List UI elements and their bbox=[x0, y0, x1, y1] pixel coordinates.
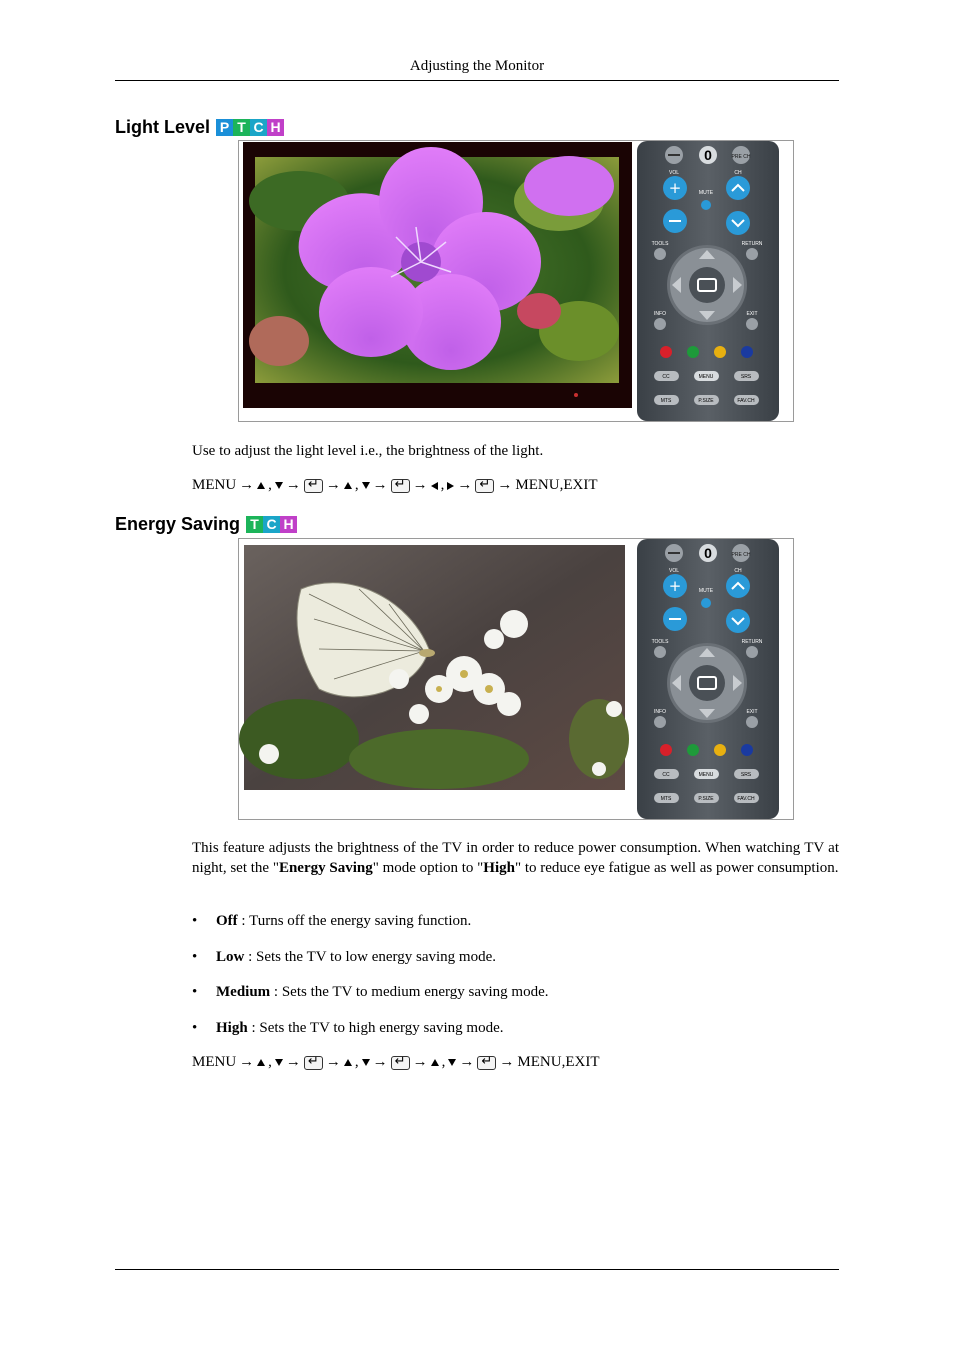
up-arrow-icon bbox=[344, 1059, 352, 1066]
energy-saving-menu-path bbox=[192, 1054, 600, 1071]
enter-icon bbox=[391, 1056, 410, 1070]
svg-text:EXIT: EXIT bbox=[746, 709, 758, 715]
energy-saving-description bbox=[192, 839, 839, 878]
svg-text:0: 0 bbox=[704, 545, 712, 561]
up-arrow-icon bbox=[257, 1059, 265, 1066]
arrow: → bbox=[285, 477, 301, 493]
arrow: → bbox=[372, 477, 388, 493]
svg-text:CH: CH bbox=[734, 568, 742, 574]
svg-text:MUTE: MUTE bbox=[698, 190, 714, 196]
separator: , bbox=[268, 477, 272, 493]
option-high bbox=[192, 1020, 839, 1056]
light-level-illustration bbox=[239, 141, 793, 421]
left-arrow-icon bbox=[431, 482, 438, 490]
mode-badge-p: P bbox=[216, 119, 233, 136]
svg-text:MTS: MTS bbox=[660, 796, 672, 802]
mode-badge-c: C bbox=[250, 119, 267, 136]
svg-text:EXIT: EXIT bbox=[746, 311, 758, 317]
arrow: → bbox=[497, 477, 513, 493]
down-arrow-icon bbox=[275, 1059, 283, 1066]
arrow: → bbox=[499, 1054, 515, 1070]
svg-text:INFO: INFO bbox=[654, 709, 666, 715]
svg-text:VOL: VOL bbox=[668, 568, 680, 574]
svg-text:FAV.CH: FAV.CH bbox=[737, 796, 755, 802]
svg-text:0: 0 bbox=[704, 147, 712, 163]
arrow: → bbox=[285, 1054, 301, 1070]
svg-text:+: + bbox=[668, 577, 682, 595]
arrow: → bbox=[239, 477, 255, 493]
svg-text:RETURN: RETURN bbox=[741, 639, 763, 645]
down-arrow-icon bbox=[448, 1059, 456, 1066]
svg-text:CC: CC bbox=[662, 772, 670, 778]
bullet-icon: • bbox=[192, 1019, 198, 1036]
enter-icon bbox=[391, 479, 410, 493]
svg-text:FAV.CH: FAV.CH bbox=[737, 398, 755, 404]
mode-badge-h: H bbox=[267, 119, 284, 136]
arrow: → bbox=[459, 1054, 475, 1070]
bullet-icon: • bbox=[192, 913, 198, 929]
description-text: " mode option to " bbox=[372, 859, 484, 876]
header-rule bbox=[115, 80, 839, 81]
enter-icon bbox=[475, 479, 494, 493]
svg-text:P.SIZE: P.SIZE bbox=[698, 398, 714, 404]
remote-control-icon bbox=[637, 539, 779, 819]
separator: , bbox=[440, 477, 445, 493]
down-arrow-icon bbox=[362, 482, 370, 489]
light-level-description: Use to adjust the light level i.e., the brightness of the light. bbox=[192, 443, 544, 459]
option-name: Off bbox=[216, 913, 238, 929]
option-text: : Sets the TV to high energy saving mode. bbox=[247, 1019, 504, 1036]
svg-text:TOOLS: TOOLS bbox=[651, 241, 669, 247]
svg-text:CC: CC bbox=[662, 374, 670, 380]
energy-saving-illustration bbox=[239, 539, 793, 819]
svg-text:CH: CH bbox=[734, 170, 742, 176]
up-arrow-icon bbox=[344, 482, 352, 489]
svg-text:SRS: SRS bbox=[740, 772, 752, 778]
arrow: → bbox=[372, 1054, 388, 1070]
separator: , bbox=[354, 477, 359, 493]
down-arrow-icon bbox=[362, 1059, 370, 1066]
option-text: : Sets the TV to low energy saving mode. bbox=[244, 948, 496, 965]
path-end: MENU,EXIT bbox=[515, 477, 598, 493]
mode-badge-t: T bbox=[246, 516, 263, 533]
svg-text:TOOLS: TOOLS bbox=[651, 639, 669, 645]
description-text: This feature adjusts the brightness of the TV in order to reduce power consumption. When watching TV at night, set the " bbox=[192, 840, 839, 876]
option-medium bbox=[192, 984, 839, 1020]
section-title-energy-saving bbox=[115, 514, 297, 535]
description-bold-energy-saving: Energy Saving bbox=[278, 859, 373, 876]
option-off bbox=[192, 913, 839, 949]
arrow: → bbox=[239, 1054, 255, 1070]
path-start: MENU bbox=[192, 1054, 237, 1070]
arrow: → bbox=[412, 477, 428, 493]
mode-badges bbox=[216, 119, 284, 136]
mode-badges bbox=[246, 516, 297, 533]
svg-text:PRE CH: PRE CH bbox=[731, 552, 751, 558]
option-low bbox=[192, 949, 839, 985]
option-name: Medium bbox=[216, 984, 271, 1000]
right-arrow-icon bbox=[447, 482, 454, 490]
mode-badge-h: H bbox=[280, 516, 297, 533]
svg-text:MENU: MENU bbox=[698, 374, 714, 380]
svg-text:RETURN: RETURN bbox=[741, 241, 763, 247]
separator: , bbox=[441, 1054, 446, 1070]
arrow: → bbox=[412, 1054, 428, 1070]
svg-text:+: + bbox=[668, 179, 682, 197]
up-arrow-icon bbox=[257, 482, 265, 489]
option-text: : Turns off the energy saving function. bbox=[237, 913, 472, 929]
svg-text:PRE CH: PRE CH bbox=[731, 154, 751, 160]
arrow: → bbox=[325, 477, 341, 493]
bullet-icon: • bbox=[192, 984, 198, 1000]
light-level-figure bbox=[238, 140, 794, 422]
separator: , bbox=[268, 1054, 272, 1070]
mode-badge-c: C bbox=[263, 516, 280, 533]
path-end: MENU,EXIT bbox=[517, 1054, 600, 1070]
section-title-text: Energy Saving bbox=[115, 514, 241, 534]
description-bold-high: High bbox=[483, 859, 515, 876]
option-text: : Sets the TV to medium energy saving mode. bbox=[270, 984, 549, 1000]
svg-text:INFO: INFO bbox=[654, 311, 666, 317]
enter-icon bbox=[477, 1056, 496, 1070]
svg-text:MUTE: MUTE bbox=[698, 588, 714, 594]
footer-rule bbox=[115, 1269, 839, 1270]
energy-saving-options bbox=[192, 913, 839, 1055]
mode-badge-t: T bbox=[233, 119, 250, 136]
svg-text:MTS: MTS bbox=[660, 398, 672, 404]
path-start: MENU bbox=[192, 477, 237, 493]
arrow: → bbox=[457, 477, 473, 493]
description-text: " to reduce eye fatigue as well as power consumption. bbox=[514, 859, 839, 876]
svg-text:VOL: VOL bbox=[668, 170, 680, 176]
remote-control-icon bbox=[637, 141, 779, 421]
svg-text:SRS: SRS bbox=[740, 374, 752, 380]
page-header: Adjusting the Monitor bbox=[409, 58, 545, 74]
light-level-menu-path bbox=[192, 477, 598, 494]
up-arrow-icon bbox=[431, 1059, 439, 1066]
down-arrow-icon bbox=[275, 482, 283, 489]
section-title-text: Light Level bbox=[115, 117, 211, 137]
option-name: Low bbox=[216, 948, 245, 965]
svg-text:P.SIZE: P.SIZE bbox=[698, 796, 714, 802]
svg-text:MENU: MENU bbox=[698, 772, 714, 778]
enter-icon bbox=[304, 1056, 323, 1070]
bullet-icon: • bbox=[192, 948, 198, 965]
arrow: → bbox=[325, 1054, 341, 1070]
option-name: High bbox=[216, 1019, 248, 1036]
section-title-light-level bbox=[115, 117, 284, 138]
enter-icon bbox=[304, 479, 323, 493]
energy-saving-figure bbox=[238, 538, 794, 820]
separator: , bbox=[354, 1054, 359, 1070]
